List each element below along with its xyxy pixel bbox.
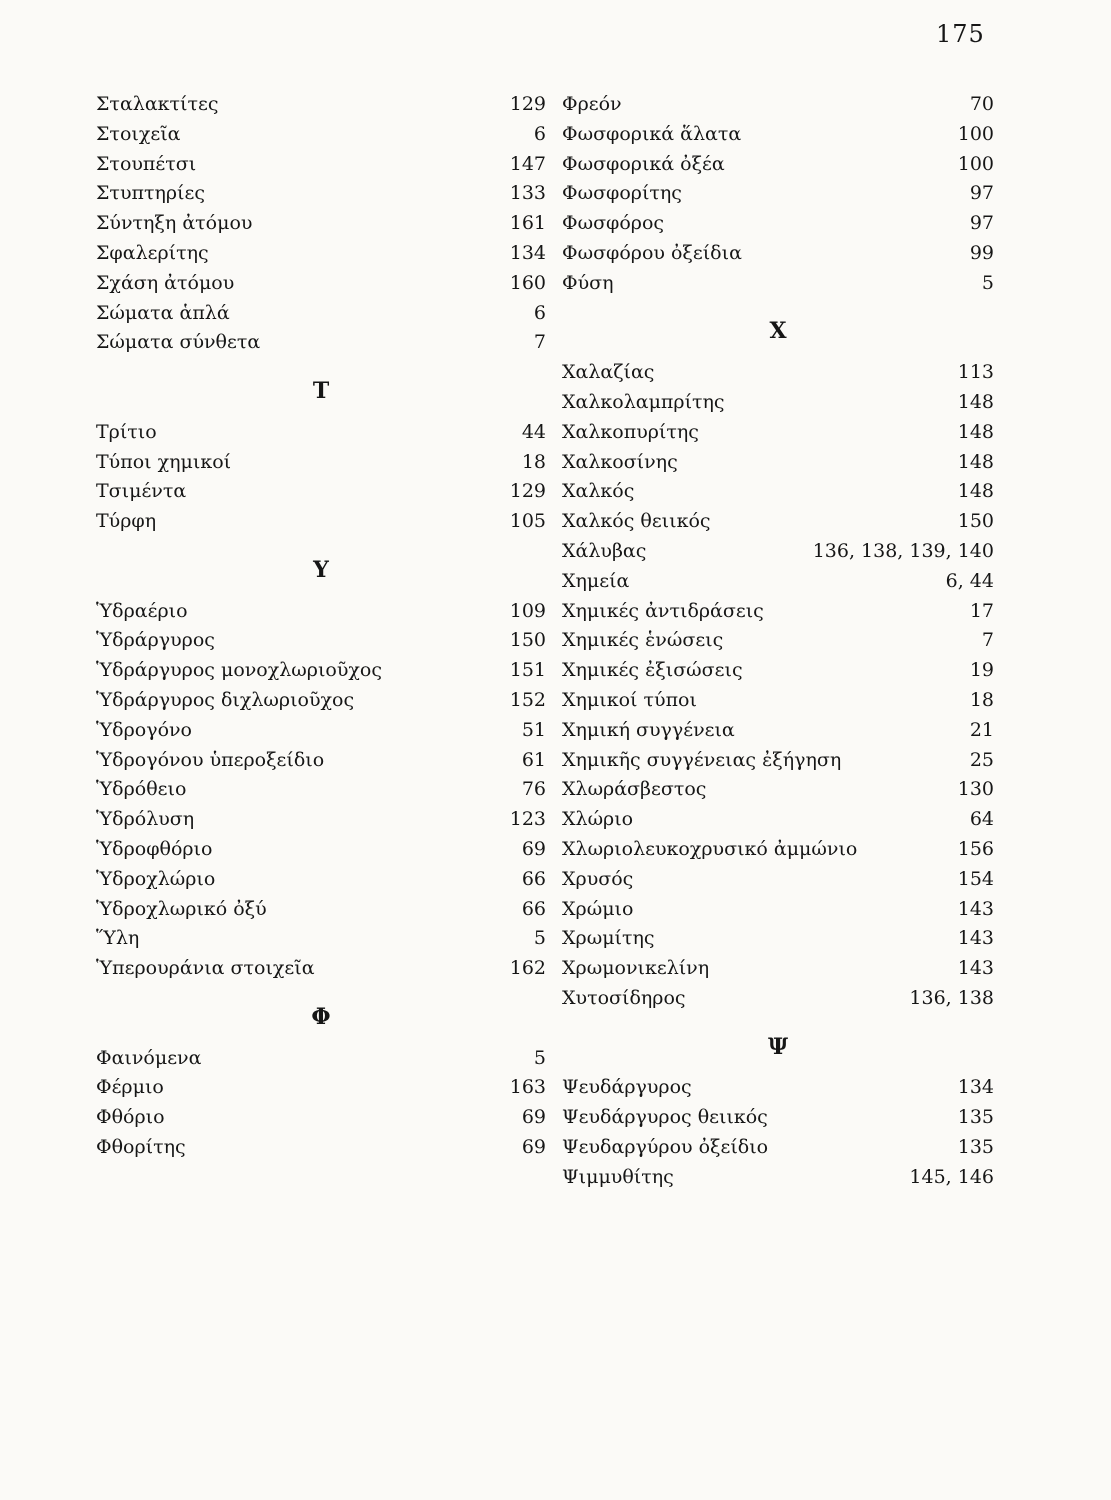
entry-page: 161 bbox=[509, 212, 546, 235]
entry-term: Ὑδροχλώριο bbox=[96, 867, 216, 890]
entry-page: 150 bbox=[509, 629, 546, 652]
entry-term: Σχάση ἀτόμου bbox=[96, 271, 235, 294]
entry-term: Ὑδρογόνο bbox=[96, 718, 192, 741]
index-entry bbox=[96, 629, 546, 659]
entry-term: Ψευδάργυρος θειικός bbox=[562, 1106, 768, 1129]
index-entry bbox=[562, 838, 994, 868]
entry-term: Ὑδράργυρος bbox=[96, 629, 215, 652]
entry-page: 61 bbox=[521, 748, 546, 771]
index-entry bbox=[562, 510, 994, 540]
index-entry bbox=[96, 182, 546, 212]
index-entry bbox=[96, 719, 546, 749]
index-entry bbox=[562, 629, 994, 659]
entry-page: 148 bbox=[957, 480, 994, 503]
entry-term: Χημικές ἑνώσεις bbox=[562, 629, 724, 652]
index-entry bbox=[96, 898, 546, 928]
entry-term: Σφαλερίτης bbox=[96, 241, 209, 264]
index-entry bbox=[562, 898, 994, 928]
entry-term: Χαλκός bbox=[562, 480, 635, 503]
entry-term: Ὑδραέριο bbox=[96, 599, 188, 622]
entry-page: 69 bbox=[521, 837, 546, 860]
index-entry bbox=[96, 927, 546, 957]
entry-page: 143 bbox=[957, 957, 994, 980]
entry-page: 109 bbox=[509, 599, 546, 622]
entry-term: Φρεόν bbox=[562, 93, 622, 115]
entry-page: 105 bbox=[509, 510, 546, 533]
index-entry bbox=[562, 451, 994, 481]
entry-term: Ὕλη bbox=[96, 927, 140, 950]
index-entry bbox=[96, 600, 546, 630]
section-ps bbox=[562, 1076, 994, 1195]
index-entry bbox=[562, 421, 994, 451]
entry-page: 7 bbox=[533, 331, 546, 354]
entry-term: Χρυσός bbox=[562, 867, 634, 890]
entry-page: 97 bbox=[969, 182, 994, 205]
section-letter-ps: Ψ bbox=[767, 1033, 789, 1060]
entry-page: 5 bbox=[981, 271, 994, 294]
entry-term: Ὑδρόθειο bbox=[96, 778, 187, 801]
entry-page: 152 bbox=[509, 688, 546, 711]
entry-term: Σταλακτίτες bbox=[96, 93, 219, 115]
entry-page: 154 bbox=[957, 867, 994, 890]
index-entry bbox=[562, 719, 994, 749]
section-letter-t: Τ bbox=[312, 377, 330, 404]
index-entry bbox=[96, 302, 546, 332]
entry-term: Φωσφορικά ἅλατα bbox=[562, 122, 742, 145]
entry-term: Τρίτιο bbox=[96, 420, 157, 443]
index-entry bbox=[96, 242, 546, 272]
index-entry bbox=[562, 361, 994, 391]
entry-term: Φέρμιο bbox=[96, 1076, 164, 1099]
index-entry bbox=[96, 480, 546, 510]
entry-term: Ὑδρόλυση bbox=[96, 808, 195, 831]
entry-page: 163 bbox=[509, 1076, 546, 1099]
entry-term: Χαλκός θειικός bbox=[562, 510, 711, 533]
entry-page: 113 bbox=[957, 361, 994, 384]
index-entry bbox=[562, 957, 994, 987]
page-number: 175 bbox=[936, 20, 985, 48]
index-entry bbox=[96, 838, 546, 868]
index-entry bbox=[562, 93, 994, 123]
index-entry bbox=[562, 689, 994, 719]
entry-page: 145, 146 bbox=[909, 1165, 994, 1188]
entry-term: Φωσφορίτης bbox=[562, 182, 682, 205]
entry-term: Ψευδαργύρου ὀξείδιο bbox=[562, 1135, 769, 1158]
index-entry bbox=[562, 1076, 994, 1106]
index-entry bbox=[96, 868, 546, 898]
index-entry bbox=[96, 451, 546, 481]
index-entry bbox=[562, 391, 994, 421]
section-y bbox=[96, 600, 546, 987]
entry-page: 18 bbox=[521, 450, 546, 473]
entry-page: 134 bbox=[509, 241, 546, 264]
entry-term: Χρώμιο bbox=[562, 897, 634, 920]
entry-term: Τύποι χημικοί bbox=[96, 450, 232, 473]
index-entry bbox=[96, 331, 546, 361]
entry-page: 6 bbox=[533, 122, 546, 145]
entry-term: Ὑδράργυρος μονοχλωριοῦχος bbox=[96, 659, 382, 682]
entry-page: 136, 138, 139, 140 bbox=[812, 539, 994, 562]
entry-term: Ὑδροχλωρικό ὀξύ bbox=[96, 897, 267, 920]
entry-page: 123 bbox=[509, 808, 546, 831]
entry-page: 160 bbox=[509, 271, 546, 294]
entry-term: Χλωριολευκοχρυσικό ἀμμώνιο bbox=[562, 837, 858, 860]
index-entry bbox=[96, 1047, 546, 1077]
section-f bbox=[96, 1047, 546, 1166]
entry-term: Χάλυβας bbox=[562, 539, 647, 562]
entry-page: 66 bbox=[521, 867, 546, 890]
entry-term: Σύντηξη ἀτόμου bbox=[96, 212, 253, 235]
entry-term: Τύρφη bbox=[96, 510, 157, 533]
entry-page: 143 bbox=[957, 927, 994, 950]
index-entry bbox=[562, 659, 994, 689]
entry-term: Χαλκολαμπρίτης bbox=[562, 390, 725, 413]
entry-page: 69 bbox=[521, 1135, 546, 1158]
entry-term: Χρωμονικελίνη bbox=[562, 957, 710, 980]
entry-page: 148 bbox=[957, 420, 994, 443]
entry-page: 156 bbox=[957, 837, 994, 860]
entry-term: Στουπέτσι bbox=[96, 152, 197, 175]
entry-term: Φωσφόρος bbox=[562, 212, 665, 235]
entry-term: Φωσφορικά ὀξέα bbox=[562, 152, 725, 175]
entry-term: Χημικῆς συγγένειας ἐξήγηση bbox=[562, 748, 842, 771]
entry-page: 100 bbox=[957, 152, 994, 175]
entry-page: 134 bbox=[957, 1076, 994, 1099]
entry-term: Σώματα ἁπλά bbox=[96, 301, 230, 324]
index-entry bbox=[96, 659, 546, 689]
entry-page: 25 bbox=[969, 748, 994, 771]
index-entry bbox=[96, 212, 546, 242]
index-entry bbox=[562, 570, 994, 600]
entry-term: Ὑδρογόνου ὑπεροξείδιο bbox=[96, 748, 325, 771]
entry-term: Φωσφόρου ὀξείδια bbox=[562, 241, 742, 264]
index-entry bbox=[96, 421, 546, 451]
entry-term: Χημικές ἀντιδράσεις bbox=[562, 599, 764, 622]
section-t bbox=[96, 421, 546, 540]
entry-term: Χλωράσβεστος bbox=[562, 778, 707, 801]
section-letter-y: Υ bbox=[313, 556, 329, 583]
entry-page: 18 bbox=[969, 688, 994, 711]
entry-page: 150 bbox=[957, 510, 994, 533]
entry-page: 135 bbox=[957, 1106, 994, 1129]
index-entry bbox=[96, 749, 546, 779]
entry-page: 6 bbox=[533, 301, 546, 324]
index-entry bbox=[562, 123, 994, 153]
index-entry bbox=[562, 242, 994, 272]
index-entry bbox=[562, 987, 994, 1017]
section-letter-x: Χ bbox=[769, 318, 787, 345]
entry-page: 17 bbox=[969, 599, 994, 622]
index-entry bbox=[96, 689, 546, 719]
entry-page: 151 bbox=[509, 659, 546, 682]
entry-page: 148 bbox=[957, 390, 994, 413]
index-entry bbox=[562, 1136, 994, 1166]
entry-term: Χαλαζίας bbox=[562, 361, 655, 384]
entry-term: Ὑδροφθόριο bbox=[96, 837, 213, 860]
entry-page: 64 bbox=[969, 808, 994, 831]
entry-term: Χυτοσίδηρος bbox=[562, 986, 686, 1009]
entry-page: 148 bbox=[957, 450, 994, 473]
index-column-right bbox=[562, 93, 994, 1195]
index-entry bbox=[562, 749, 994, 779]
entry-page: 69 bbox=[521, 1106, 546, 1129]
entry-page: 100 bbox=[957, 122, 994, 145]
entry-term: Φύση bbox=[562, 271, 614, 294]
entry-term: Τσιμέντα bbox=[96, 480, 187, 503]
index-entry bbox=[96, 510, 546, 540]
index-entry bbox=[562, 600, 994, 630]
index-entry bbox=[562, 1106, 994, 1136]
index-entry bbox=[96, 808, 546, 838]
entry-term: Σώματα σύνθετα bbox=[96, 331, 261, 354]
entry-term: Χλώριο bbox=[562, 808, 634, 831]
entry-page: 19 bbox=[969, 659, 994, 682]
section-letter-f: Φ bbox=[311, 1003, 331, 1030]
entry-page: 44 bbox=[521, 420, 546, 443]
entry-term: Χημική συγγένεια bbox=[562, 718, 735, 741]
entry-term: Χαλκοσίνης bbox=[562, 450, 678, 473]
index-entry bbox=[96, 1076, 546, 1106]
entry-page: 143 bbox=[957, 897, 994, 920]
entry-term: Χημεία bbox=[562, 569, 630, 592]
index-entry bbox=[96, 957, 546, 987]
entry-page: 70 bbox=[969, 93, 994, 115]
index-entry bbox=[562, 480, 994, 510]
section-x bbox=[562, 361, 994, 1017]
section-s bbox=[96, 93, 546, 361]
entry-page: 6, 44 bbox=[945, 569, 994, 592]
entry-page: 99 bbox=[969, 241, 994, 264]
index-entry bbox=[562, 868, 994, 898]
index-entry bbox=[562, 927, 994, 957]
entry-term: Χημικές ἐξισώσεις bbox=[562, 659, 743, 682]
index-entry bbox=[562, 182, 994, 212]
entry-term: Ὑπερουράνια στοιχεῖα bbox=[96, 957, 315, 980]
entry-term: Στοιχεῖα bbox=[96, 122, 181, 145]
entry-term: Φαινόμενα bbox=[96, 1046, 202, 1069]
entry-page: 66 bbox=[521, 897, 546, 920]
index-entry bbox=[96, 272, 546, 302]
entry-term: Φθόριο bbox=[96, 1106, 165, 1129]
index-entry bbox=[562, 808, 994, 838]
entry-term: Στυπτηρίες bbox=[96, 182, 205, 205]
index-entry bbox=[96, 778, 546, 808]
index-entry bbox=[562, 153, 994, 183]
index-entry bbox=[562, 1166, 994, 1196]
entry-term: Χημικοί τύποι bbox=[562, 688, 697, 711]
entry-term: Φθορίτης bbox=[96, 1135, 186, 1158]
entry-page: 129 bbox=[509, 93, 546, 115]
entry-term: Ὑδράργυρος διχλωριοῦχος bbox=[96, 688, 355, 711]
entry-page: 147 bbox=[509, 152, 546, 175]
entry-page: 7 bbox=[981, 629, 994, 652]
entry-page: 76 bbox=[521, 778, 546, 801]
index-entry bbox=[562, 212, 994, 242]
entry-term: Χρωμίτης bbox=[562, 927, 655, 950]
entry-page: 129 bbox=[509, 480, 546, 503]
entry-page: 162 bbox=[509, 957, 546, 980]
entry-page: 5 bbox=[533, 927, 546, 950]
index-entry bbox=[96, 123, 546, 153]
index-entry bbox=[96, 93, 546, 123]
entry-page: 130 bbox=[957, 778, 994, 801]
index-entry bbox=[562, 778, 994, 808]
index-column-left bbox=[96, 93, 546, 1166]
entry-page: 136, 138 bbox=[909, 986, 994, 1009]
entry-page: 135 bbox=[957, 1135, 994, 1158]
index-entry bbox=[96, 1106, 546, 1136]
entry-term: Ψευδάργυρος bbox=[562, 1076, 692, 1099]
index-entry bbox=[96, 1136, 546, 1166]
entry-term: Χαλκοπυρίτης bbox=[562, 420, 699, 443]
entry-page: 5 bbox=[533, 1046, 546, 1069]
index-entry bbox=[562, 272, 994, 302]
section-f-continued bbox=[562, 93, 994, 302]
entry-page: 51 bbox=[521, 718, 546, 741]
entry-page: 21 bbox=[969, 718, 994, 741]
entry-page: 97 bbox=[969, 212, 994, 235]
index-entry bbox=[96, 153, 546, 183]
index-entry bbox=[562, 540, 994, 570]
entry-page: 133 bbox=[509, 182, 546, 205]
entry-term: Ψιμμυθίτης bbox=[562, 1165, 674, 1188]
